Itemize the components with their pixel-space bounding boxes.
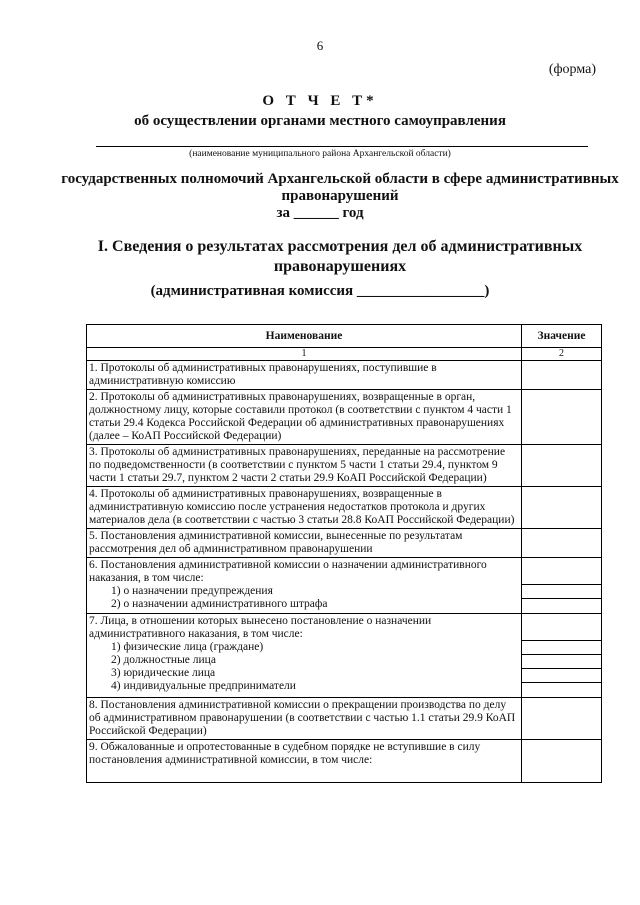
- value-cell[interactable]: [522, 558, 601, 584]
- table-row: [87, 390, 602, 445]
- name-underline: [96, 146, 588, 147]
- value-cell-group: [522, 558, 602, 614]
- column-number-1: 1: [87, 348, 522, 361]
- value-cell-group: [522, 614, 602, 698]
- row-label: 8. Постановления административной комиссии о прекращении производства по делу об административном правонарушении (в соответствии с частью 1.1 статьи 29.9 КоАП Российской Федерации): [87, 698, 522, 740]
- value-cell[interactable]: [522, 529, 602, 558]
- powers-heading: государственных полномочий Архангельской области в сфере административных правонарушений: [61, 171, 619, 204]
- row-7-sub-1: 1) физические лица (граждане): [111, 641, 264, 653]
- row-7-text: 7. Лица, в отношении которых вынесено постановление о назначении административного наказания, в том числе:: [89, 615, 432, 640]
- row-7-sub-3: 3) юридические лица: [111, 667, 216, 679]
- value-cell[interactable]: [522, 740, 602, 783]
- period-line: за ______ год: [276, 205, 364, 221]
- row-label: 2. Протоколы об административных правонарушениях, возвращенные в орган, должностному лицу, которые составили протокол (в соответствии с пунктом 4 части 1 статьи 29.4 Кодекса Российской Федерации об административных правонарушениях (далее – КоАП Российской Федерации): [87, 390, 522, 445]
- row-7-sub-4: 4) индивидуальные предприниматели: [111, 680, 296, 692]
- section-title: I. Сведения о результатах рассмотрения дел об административных правонарушениях: [97, 238, 583, 275]
- row-label: 1. Протоколы об административных правонарушениях, поступившие в административную комиссию: [87, 361, 522, 390]
- row-label: 9. Обжалованные и опротестованные в судебном порядке не вступившие в силу постановления административной комиссии, в том числе:: [87, 740, 522, 783]
- value-cell[interactable]: [522, 640, 601, 654]
- value-cell[interactable]: [522, 654, 601, 668]
- row-7-sub-2: 2) должностные лица: [111, 654, 216, 666]
- table-row: [87, 529, 602, 558]
- value-cell[interactable]: [522, 390, 602, 445]
- value-cell[interactable]: [522, 361, 602, 390]
- report-title: О Т Ч Е Т*: [262, 93, 378, 109]
- report-table: [86, 324, 602, 783]
- row-6-sub-2: 2) о назначении административного штрафа: [111, 598, 328, 610]
- row-label: [87, 614, 522, 698]
- row-6-sub-1: 1) о назначении предупреждения: [111, 585, 273, 597]
- report-subtitle: об осуществлении органами местного самоуправления: [134, 113, 506, 129]
- value-cell[interactable]: [522, 682, 601, 697]
- value-cell[interactable]: [522, 584, 601, 598]
- header-value: Значение: [522, 325, 602, 348]
- value-cell[interactable]: [522, 445, 602, 487]
- row-label: 3. Протоколы об административных правонарушениях, переданные на рассмотрение по подведомственности (в соответствии с пунктом 5 части 1 статьи 29.4, пунктом 9 части 1 статьи 29.7, пунктом 2 части 2 статьи 29.9 КоАП Российской Федерации): [87, 445, 522, 487]
- table-row: [87, 487, 602, 529]
- column-number-2: 2: [522, 348, 602, 361]
- value-cell[interactable]: [522, 598, 601, 613]
- header-name: Наименование: [87, 325, 522, 348]
- row-label: 5. Постановления административной комиссии, вынесенные по результатам рассмотрения дел об административном правонарушении: [87, 529, 522, 558]
- value-cell[interactable]: [522, 487, 602, 529]
- commission-line: (административная комиссия _________________): [150, 283, 490, 299]
- name-caption: (наименование муниципального района Архангельской области): [189, 149, 451, 159]
- table-row: [87, 698, 602, 740]
- table-row: [87, 614, 602, 698]
- column-number-row: [87, 348, 602, 361]
- form-label: (форма): [548, 62, 596, 77]
- table-row: [87, 558, 602, 614]
- value-cell[interactable]: [522, 698, 602, 740]
- table-row: [87, 361, 602, 390]
- value-cell[interactable]: [522, 668, 601, 682]
- table-header-row: [87, 325, 602, 348]
- table-row: [87, 445, 602, 487]
- page-number: 6: [316, 38, 324, 53]
- row-6-text: 6. Постановления административной комиссии о назначении административного наказания, в том числе:: [89, 559, 487, 584]
- row-label: 4. Протоколы об административных правонарушениях, возвращенные в административную комиссию после устранения недостатков протокола и других материалов дела (в соответствии с частью 3 статьи 28.8 КоАП Российской Федерации): [87, 487, 522, 529]
- row-label: [87, 558, 522, 614]
- value-cell[interactable]: [522, 614, 601, 640]
- table-row: [87, 740, 602, 783]
